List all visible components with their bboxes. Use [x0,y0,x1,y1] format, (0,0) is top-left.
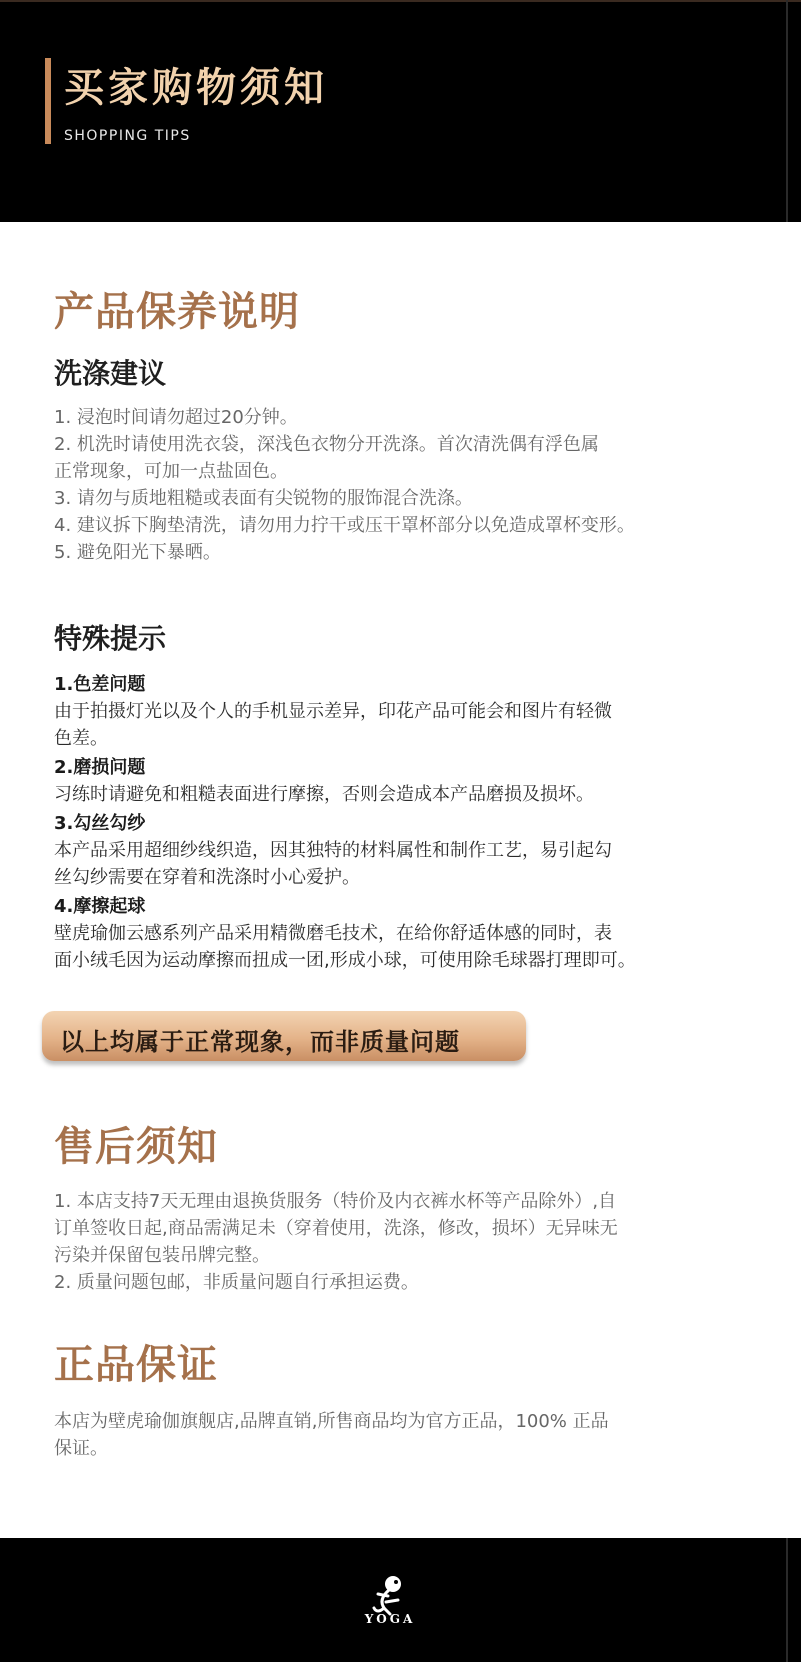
special-item-heading: 3.勾丝勾纱 [54,813,146,834]
normal-phenomenon-notice [42,1011,526,1061]
authentic-line: 保证。 [54,1438,108,1459]
authentic-section-title: 正品保证 [54,1342,218,1388]
aftersales-line: 污染并保留包装吊牌完整。 [54,1245,270,1266]
special-item-text: 面小绒毛因为运动摩擦而扭成一团,形成小球，可使用除毛球器打理即可。 [54,950,636,971]
care-section-title: 产品保养说明 [54,289,300,335]
aftersales-line: 1. 本店支持7天无理由退换货服务（特价及内衣裤水杯等产品除外）,自 [54,1191,617,1212]
aftersales-line: 订单签收日起,商品需满足未（穿着使用，洗涤，修改，损坏）无异味无 [54,1218,618,1239]
page-subtitle: SHOPPING TIPS [64,128,191,144]
washing-line: 3. 请勿与质地粗糙或表面有尖锐物的服饰混合洗涤。 [54,488,473,509]
special-item-text: 丝勾纱需要在穿着和洗涤时小心爱护。 [54,867,360,888]
washing-line: 2. 机洗时请使用洗衣袋，深浅色衣物分开洗涤。首次清洗偶有浮色属 [54,434,599,455]
header-banner [0,0,801,222]
washing-line: 4. 建议拆下胸垫清洗，请勿用力拧干或压干罩杯部分以免造成罩杯变形。 [54,515,635,536]
washing-line: 5. 避免阳光下暴晒。 [54,542,221,563]
edge-divider [786,0,788,222]
header-accent-bar [45,58,51,144]
notice-text: 以上均属于正常现象，而非质量问题 [60,1028,460,1056]
special-item-heading: 2.磨损问题 [54,757,146,778]
authentic-line: 本店为壁虎瑜伽旗舰店,品牌直销,所售商品均为官方正品，100% 正品 [54,1411,609,1432]
special-tips-title: 特殊提示 [54,622,167,655]
special-item-text: 习练时请避免和粗糙表面进行摩擦，否则会造成本产品磨损及损坏。 [54,784,594,805]
aftersales-section-title: 售后须知 [54,1124,218,1170]
special-item-text: 由于拍摄灯光以及个人的手机显示差异，印花产品可能会和图片有轻微 [54,701,612,722]
washing-title: 洗涤建议 [54,357,167,390]
washing-line: 1. 浸泡时间请勿超过20分钟。 [54,407,298,428]
washing-line: 正常现象，可加一点盐固色。 [54,461,288,482]
page-title: 买家购物须知 [64,65,328,111]
special-item-text: 本产品采用超细纱线织造，因其独特的材料属性和制作工艺，易引起勾 [54,840,612,861]
special-item-text: 壁虎瑜伽云感系列产品采用精微磨毛技术，在给你舒适体感的同时，表 [54,923,612,944]
special-item-text: 色差。 [54,728,108,749]
special-item-heading: 1.色差问题 [54,674,146,695]
header-top-line [0,0,801,2]
special-item-heading: 4.摩擦起球 [54,896,146,917]
edge-divider [786,1538,788,1662]
aftersales-line: 2. 质量问题包邮，非质量问题自行承担运费。 [54,1272,419,1293]
logo-wordmark: YOGA [364,1612,416,1626]
